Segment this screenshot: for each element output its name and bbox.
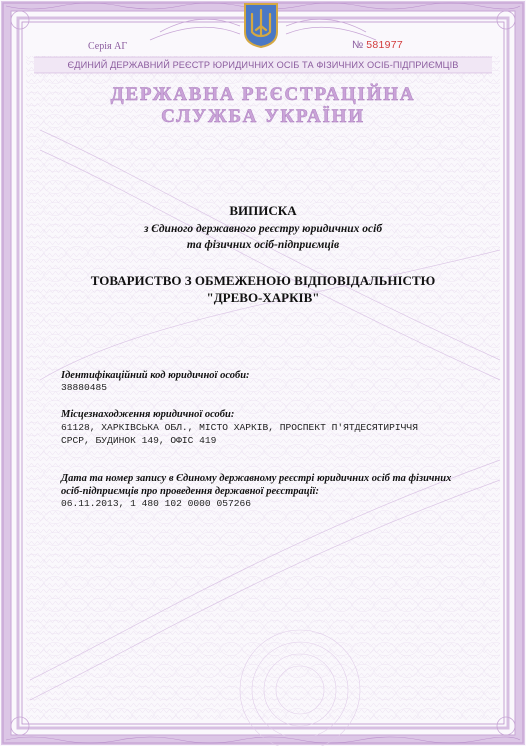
document-subtitle-line1: з Єдиного державного реєстру юридичних осіб: [143, 223, 383, 235]
record-value: 06.11.2013, 1 480 102 0000 057266: [61, 498, 251, 509]
id-code-label: Ідентифікаційний код юридичної особи:: [61, 370, 250, 381]
registry-band-title: ЄДИНИЙ ДЕРЖАВНИЙ РЕЄСТР ЮРИДИЧНИХ ОСІБ ТА ФІЗИЧНИХ ОСІБ-ПІДПРИЄМЦІВ: [67, 60, 459, 70]
agency-title-line2: СЛУЖБА УКРАЇНИ: [161, 106, 365, 127]
address-label: Місцезнаходження юридичної особи:: [61, 409, 235, 420]
document-subtitle-line2: та фізичних осіб-підприємців: [186, 239, 340, 251]
number-prefix: №: [352, 39, 364, 51]
series-label: Серія АГ: [88, 41, 128, 52]
number-value: 581977: [366, 39, 404, 51]
document-number: [352, 39, 403, 51]
company-name-line1: ТОВАРИСТВО З ОБМЕЖЕНОЮ ВІДПОВІДАЛЬНІСТЮ: [90, 273, 436, 288]
address-value-line2: СРСР, БУДИНОК 149, ОФІС 419: [61, 435, 217, 446]
company-name-line2: "ДРЕВО-ХАРКІВ": [206, 290, 320, 305]
agency-title-line1: ДЕРЖАВНА РЕЄСТРАЦІЙНА: [110, 84, 416, 105]
document-title: ВИПИСКА: [229, 203, 297, 218]
address-value-line1: 61128, ХАРКІВСЬКА ОБЛ., МІСТО ХАРКІВ, ПРОСПЕКТ П'ЯТДЕСЯТИРІЧЧЯ: [61, 422, 418, 433]
record-label-line2: осіб-підприємців про проведення державної реєстрації:: [61, 486, 319, 497]
record-label-line1: Дата та номер запису в Єдиному державному реєстрі юридичних осіб та фізичних: [61, 473, 452, 484]
tryzub-emblem-icon: [243, 2, 279, 48]
id-code-value: 38880485: [61, 382, 108, 393]
